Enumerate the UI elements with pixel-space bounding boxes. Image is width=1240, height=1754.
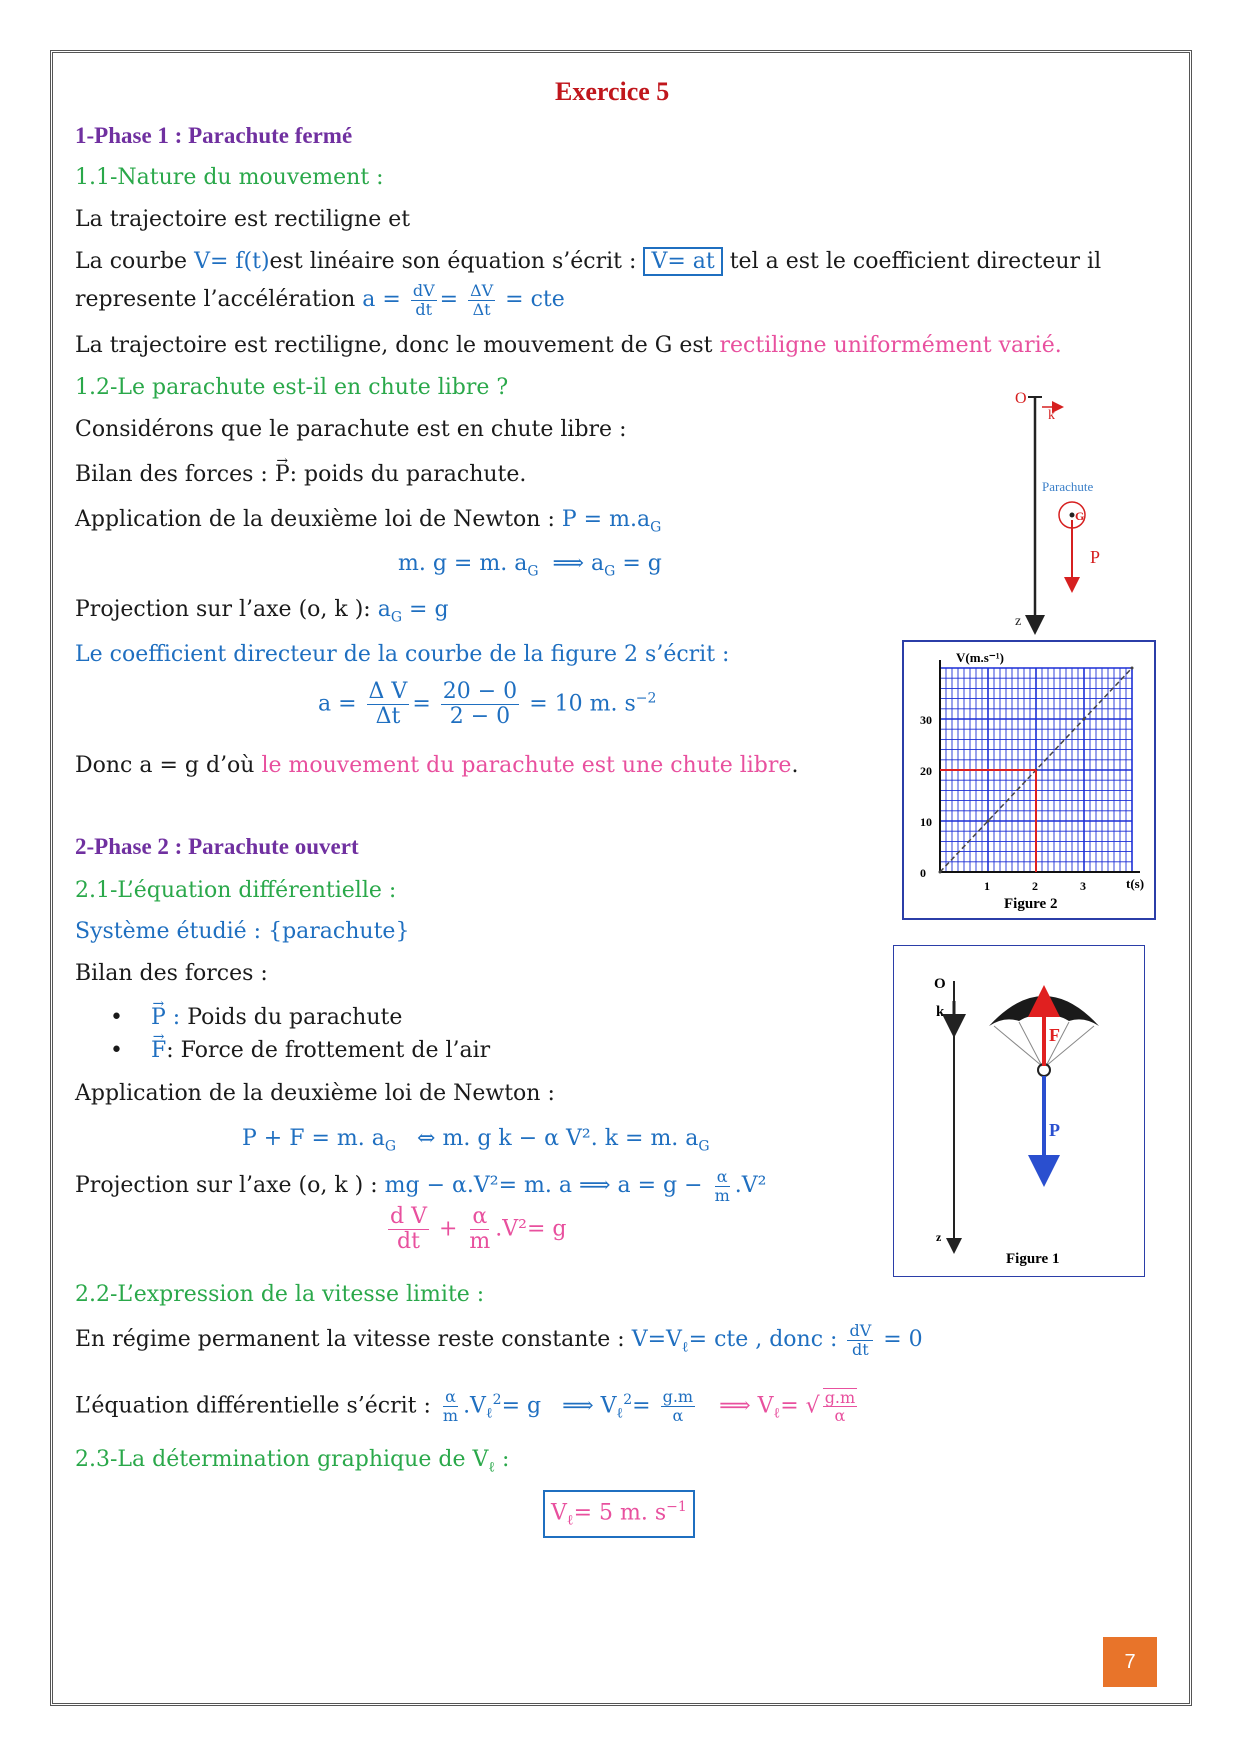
text-line: La trajectoire est rectiligne et [75,207,411,232]
text-line: L’équation différentielle s’écrit : $\frac{\alpha}{m}$ $.V_\ell^2= g$ ⟹ $V_\ell^2=$ $\frac{g.m}{\alpha}$ ⟹ $V_\ell=$ √ $\frac{g.m}{\alpha}$ [75,1387,856,1426]
f-label: F [1049,1025,1060,1045]
result-box: $V_\ell= 5$ m. $s^{-1}$ [543,1490,695,1538]
z-label: z [1015,614,1022,629]
y-tick-label: 0 [920,866,926,880]
equation-box: V= at [643,247,722,276]
figure1-caption: Figure 1 [1006,1251,1060,1267]
figure2-caption: Figure 2 [1004,896,1058,912]
p-label: P [1090,547,1101,567]
equation: m. g = m. $a_G$ ⟹ $a_G = g$ [398,551,662,580]
text-line: Application de la deuxième loi de Newton : $P = m.a_G$ [75,507,662,536]
data-point [1083,718,1086,721]
text-line: Application de la deuxième loi de Newton : [75,1081,555,1106]
section-1-1: 1.1-Nature du mouvement : [75,165,384,190]
figure2-chart [904,642,1154,918]
x-axis-label: t(s) [1126,876,1145,891]
origin-label: O [934,976,946,992]
list-item: • → P : Poids du parachute [110,1003,402,1033]
parachute-label: Parachute [1042,479,1094,494]
phase2-heading: 2-Phase 2 : Parachute ouvert [75,834,359,859]
text-line: La courbe V= f(t)est linéaire son équation s’écrit : V= at tel a est le coefficient directeur il [75,249,1102,274]
section-2-2: 2.2-L’expression de la vitesse limite : [75,1282,485,1307]
y-axis-label: V(m.s⁻¹) [956,650,1004,665]
k-label: k [936,1004,945,1020]
text-line: represente l’accélération a = $\frac{dV}{dt}$ = $\frac{\Delta V}{\Delta t}$ = cte [75,281,565,319]
data-point [939,871,942,874]
phase1-heading: 1-Phase 1 : Parachute fermé [75,123,353,148]
figure1-frame [893,945,1145,1277]
x-tick-label: 1 [984,879,990,893]
origin-label: O [1015,390,1027,407]
equation: a = $\frac{\text{Δ V}}{\Delta t}$ = $\frac{20 - 0}{2 - 0}$ = 10 m. $s^{-2}$ [318,679,657,730]
x-tick-label: 3 [1080,879,1086,893]
text-line: Bilan des forces : → P: poids du parachute. [75,460,526,490]
data-point [1131,667,1134,670]
page-number: 7 [1103,1637,1157,1687]
section-2-3: 2.3-La détermination graphique de $V_\ell$ : [75,1447,510,1476]
figure2-frame [902,640,1156,920]
y-tick-label: 30 [920,713,932,727]
text-line: Bilan des forces : [75,961,268,986]
text-line: Considérons que le parachute est en chute libre : [75,417,627,442]
z-label: z [936,1230,942,1244]
text-line: Donc a = g d’où le mouvement du parachute est une chute libre. [75,753,799,778]
text-line: La trajectoire est rectiligne, donc le mouvement de G est rectiligne uniformément varié. [75,333,1062,358]
axis-figure [1000,385,1130,635]
list-item: • → F: Force de frottement de l’air [110,1036,490,1066]
text-line: En régime permanent la vitesse reste constante : $V=V_\ell=$ cte , donc : $\frac{dV}{dt}$ = 0 [75,1321,923,1359]
text-line: Projection sur l’axe (o, k ): $a_G = g$ [75,597,449,626]
equation: P + F = m. $a_G$ ⇔ m. g k − α V². k = m. $a_G$ [242,1126,710,1155]
text-line: Le coefficient directeur de la courbe de la figure 2 s’écrit : [75,642,730,667]
data-point [987,820,990,823]
k-label: k [1048,408,1055,423]
equation: $\frac{\text{d V}}{dt}$ + $\frac{\alpha}{m}$ .V²= g [390,1204,567,1255]
g-label: G [1075,509,1085,523]
x-tick-label: 2 [1032,879,1038,893]
text-line: Système étudié : {parachute} [75,919,410,944]
p-label: P [1049,1120,1060,1140]
figure1-drawing [894,946,1144,1276]
section-1-2: 1.2-Le parachute est-il en chute libre ? [75,375,509,400]
section-2-1: 2.1-L’équation différentielle : [75,878,397,903]
y-tick-label: 20 [920,764,932,778]
y-tick-label: 10 [920,815,932,829]
exercise-title: Exercice 5 [555,77,670,106]
text-line: Projection sur l’axe (o, k ) : mg − α.V²= m. a ⟹ a = g − $\frac{\alpha}{m}$ .V² [75,1167,767,1205]
